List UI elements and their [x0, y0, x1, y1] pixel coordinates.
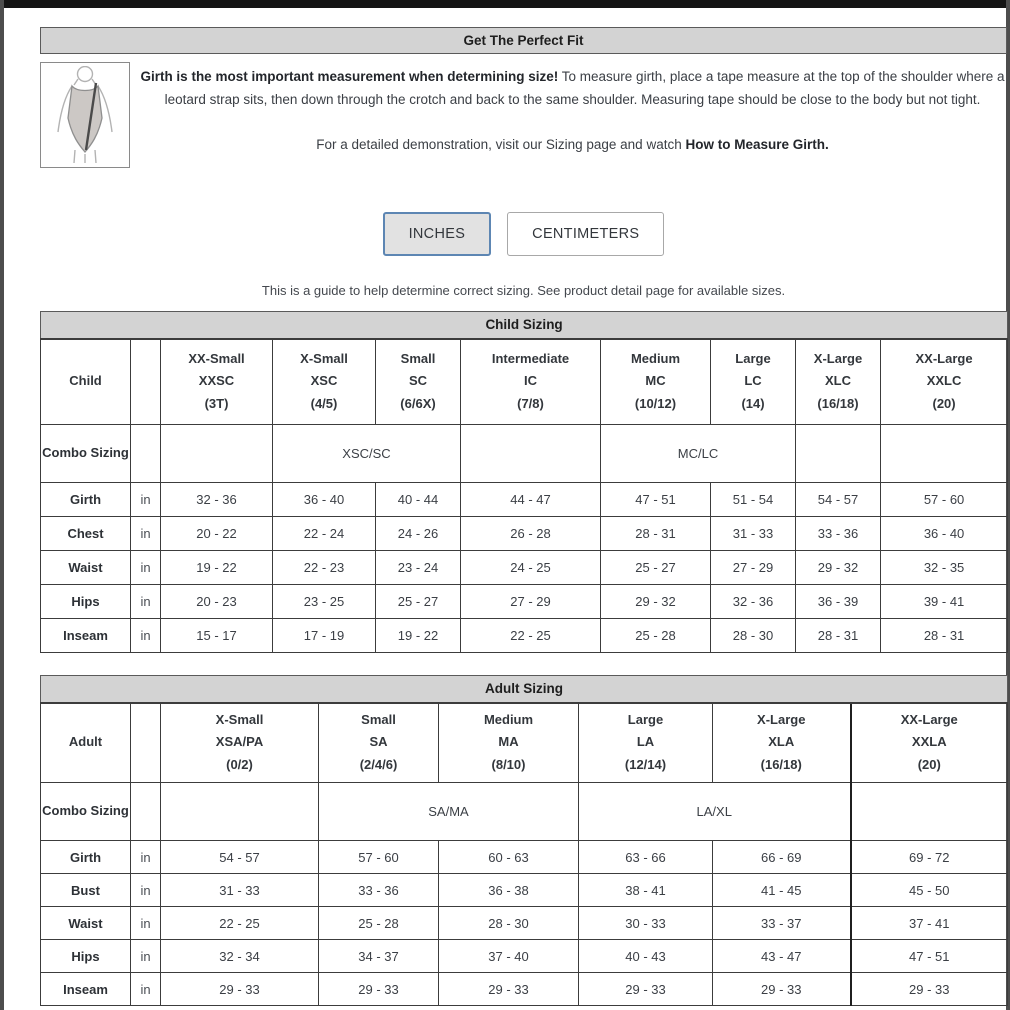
col-header-xsmall: X-Small XSA/PA (0/2) [161, 703, 319, 783]
adult-table-title: Adult Sizing [41, 676, 1008, 703]
size-cell: 31 - 33 [711, 517, 796, 551]
sizing-demo-note [140, 134, 1005, 157]
size-cell: 19 - 22 [161, 551, 273, 585]
col-header-large: Large LC (14) [711, 339, 796, 425]
size-cell: 47 - 51 [851, 940, 1008, 973]
size-cell: 54 - 57 [161, 841, 319, 874]
col-header-small: Small SA (2/4/6) [319, 703, 439, 783]
size-cell: 22 - 23 [273, 551, 376, 585]
size-cell: 38 - 41 [579, 874, 713, 907]
size-cell: 25 - 28 [319, 907, 439, 940]
size-cell: 29 - 33 [439, 973, 579, 1006]
size-cell: 66 - 69 [713, 841, 851, 874]
size-cell: 40 - 43 [579, 940, 713, 973]
size-cell: 32 - 36 [711, 585, 796, 619]
combo-empty-cell [881, 425, 1008, 483]
unit-cell: in [131, 483, 161, 517]
inches-button[interactable]: INCHES [383, 212, 492, 256]
child-girth-row [41, 483, 1008, 517]
combo-unit-cell [131, 425, 161, 483]
adult-sizing-table [40, 675, 1008, 1006]
child-label: Child [41, 339, 131, 425]
demo-bold-text: How to Measure Girth. [685, 136, 829, 152]
size-cell: 24 - 26 [376, 517, 461, 551]
size-cell: 33 - 36 [796, 517, 881, 551]
combo-sizing-label: Combo Sizing [41, 425, 131, 483]
col-header-xxlarge: XX-Large XXLC (20) [881, 339, 1008, 425]
size-cell: 25 - 28 [601, 619, 711, 653]
size-cell: 29 - 33 [713, 973, 851, 1006]
unit-cell: in [131, 619, 161, 653]
child-sizing-table [40, 311, 1008, 653]
unit-header-cell [131, 703, 161, 783]
unit-cell: in [131, 551, 161, 585]
row-label: Inseam [41, 973, 131, 1006]
row-label: Waist [41, 907, 131, 940]
size-cell: 22 - 24 [273, 517, 376, 551]
size-cell: 37 - 40 [439, 940, 579, 973]
girth-paragraph [140, 66, 1005, 112]
size-cell: 57 - 60 [881, 483, 1008, 517]
size-cell: 23 - 24 [376, 551, 461, 585]
size-cell: 28 - 30 [711, 619, 796, 653]
child-combo-row [41, 425, 1008, 483]
row-label: Hips [41, 940, 131, 973]
combo-empty-cell [161, 783, 319, 841]
size-cell: 31 - 33 [161, 874, 319, 907]
unit-cell: in [131, 874, 161, 907]
col-header-large: Large LA (12/14) [579, 703, 713, 783]
size-cell: 27 - 29 [711, 551, 796, 585]
unit-cell: in [131, 973, 161, 1006]
size-cell: 29 - 32 [601, 585, 711, 619]
size-cell: 60 - 63 [439, 841, 579, 874]
size-cell: 28 - 31 [601, 517, 711, 551]
adult-hips-row [41, 940, 1008, 973]
sizing-page [40, 27, 1007, 1006]
row-label: Hips [41, 585, 131, 619]
child-chest-row [41, 517, 1008, 551]
size-cell: 29 - 33 [579, 973, 713, 1006]
combo-sa-ma-cell: SA/MA [319, 783, 579, 841]
size-cell: 54 - 57 [796, 483, 881, 517]
size-cell: 36 - 40 [881, 517, 1008, 551]
size-cell: 32 - 36 [161, 483, 273, 517]
size-cell: 29 - 32 [796, 551, 881, 585]
size-cell: 32 - 34 [161, 940, 319, 973]
combo-mc-lc-cell: MC/LC [601, 425, 796, 483]
size-cell: 20 - 23 [161, 585, 273, 619]
girth-body-text: To measure girth, place a tape measure at the top of the shoulder where a leotard strap sits, then down through the crotch and back to the same shoulder. Measuring tape should be close to the body but not tight. [164, 69, 1005, 107]
col-header-medium: Medium MA (8/10) [439, 703, 579, 783]
col-header-xxsmall: XX-Small XXSC (3T) [161, 339, 273, 425]
size-cell: 28 - 31 [796, 619, 881, 653]
size-cell: 69 - 72 [851, 841, 1008, 874]
combo-empty-cell [851, 783, 1008, 841]
centimeters-button[interactable]: CENTIMETERS [507, 212, 664, 256]
adult-combo-row [41, 783, 1008, 841]
size-cell: 63 - 66 [579, 841, 713, 874]
size-cell: 34 - 37 [319, 940, 439, 973]
size-cell: 22 - 25 [161, 907, 319, 940]
size-cell: 19 - 22 [376, 619, 461, 653]
size-cell: 25 - 27 [601, 551, 711, 585]
size-cell: 45 - 50 [851, 874, 1008, 907]
leotard-measure-diagram [40, 62, 130, 168]
combo-empty-cell [161, 425, 273, 483]
col-header-xlarge: X-Large XLA (16/18) [713, 703, 851, 783]
col-header-xsmall: X-Small XSC (4/5) [273, 339, 376, 425]
page-title: Get The Perfect Fit [40, 27, 1007, 54]
size-cell: 36 - 39 [796, 585, 881, 619]
combo-xsc-sc-cell: XSC/SC [273, 425, 461, 483]
adult-waist-row [41, 907, 1008, 940]
col-header-small: Small SC (6/6X) [376, 339, 461, 425]
unit-cell: in [131, 907, 161, 940]
col-header-intermediate: Intermediate IC (7/8) [461, 339, 601, 425]
window-frame-top [0, 0, 1010, 8]
size-cell: 28 - 30 [439, 907, 579, 940]
window-frame-left [0, 0, 4, 1010]
combo-la-xl-cell: LA/XL [579, 783, 851, 841]
size-cell: 22 - 25 [461, 619, 601, 653]
adult-inseam-row [41, 973, 1008, 1006]
unit-cell: in [131, 517, 161, 551]
size-cell: 27 - 29 [461, 585, 601, 619]
size-cell: 15 - 17 [161, 619, 273, 653]
size-cell: 26 - 28 [461, 517, 601, 551]
size-cell: 23 - 25 [273, 585, 376, 619]
size-cell: 28 - 31 [881, 619, 1008, 653]
adult-girth-row [41, 841, 1008, 874]
girth-instructions [130, 62, 1007, 168]
combo-empty-cell [461, 425, 601, 483]
size-cell: 40 - 44 [376, 483, 461, 517]
size-cell: 41 - 45 [713, 874, 851, 907]
child-hips-row [41, 585, 1008, 619]
size-cell: 51 - 54 [711, 483, 796, 517]
size-cell: 36 - 38 [439, 874, 579, 907]
adult-bust-row [41, 874, 1008, 907]
row-label: Girth [41, 483, 131, 517]
size-cell: 33 - 37 [713, 907, 851, 940]
size-cell: 24 - 25 [461, 551, 601, 585]
sizing-guide-note: This is a guide to help determine correct sizing. See product detail page for available sizes. [261, 283, 786, 298]
child-table-title: Child Sizing [41, 312, 1008, 339]
intro-section [40, 62, 1007, 168]
col-header-medium: Medium MC (10/12) [601, 339, 711, 425]
child-header-row [41, 339, 1008, 425]
child-inseam-row [41, 619, 1008, 653]
adult-header-row [41, 703, 1008, 783]
row-label: Girth [41, 841, 131, 874]
row-label: Waist [41, 551, 131, 585]
leotard-icon [44, 66, 126, 164]
size-cell: 44 - 47 [461, 483, 601, 517]
size-cell: 36 - 40 [273, 483, 376, 517]
combo-sizing-label: Combo Sizing [41, 783, 131, 841]
unit-cell: in [131, 940, 161, 973]
size-cell: 29 - 33 [851, 973, 1008, 1006]
size-cell: 20 - 22 [161, 517, 273, 551]
size-cell: 25 - 27 [376, 585, 461, 619]
col-header-xlarge: X-Large XLC (16/18) [796, 339, 881, 425]
size-cell: 29 - 33 [161, 973, 319, 1006]
size-cell: 29 - 33 [319, 973, 439, 1006]
combo-unit-cell [131, 783, 161, 841]
row-label: Inseam [41, 619, 131, 653]
row-label: Bust [41, 874, 131, 907]
combo-empty-cell [796, 425, 881, 483]
adult-label: Adult [41, 703, 131, 783]
col-header-xxlarge: XX-Large XXLA (20) [851, 703, 1008, 783]
size-cell: 32 - 35 [881, 551, 1008, 585]
size-cell: 33 - 36 [319, 874, 439, 907]
demo-prefix-text: For a detailed demonstration, visit our Sizing page and watch [316, 136, 686, 152]
row-label: Chest [41, 517, 131, 551]
child-waist-row [41, 551, 1008, 585]
size-cell: 47 - 51 [601, 483, 711, 517]
unit-cell: in [131, 585, 161, 619]
size-cell: 37 - 41 [851, 907, 1008, 940]
size-cell: 30 - 33 [579, 907, 713, 940]
unit-header-cell [131, 339, 161, 425]
size-cell: 17 - 19 [273, 619, 376, 653]
girth-bold-lead: Girth is the most important measurement when determining size! [140, 69, 559, 84]
size-cell: 39 - 41 [881, 585, 1008, 619]
unit-cell: in [131, 841, 161, 874]
size-cell: 57 - 60 [319, 841, 439, 874]
size-cell: 43 - 47 [713, 940, 851, 973]
unit-toggle [40, 212, 1007, 256]
